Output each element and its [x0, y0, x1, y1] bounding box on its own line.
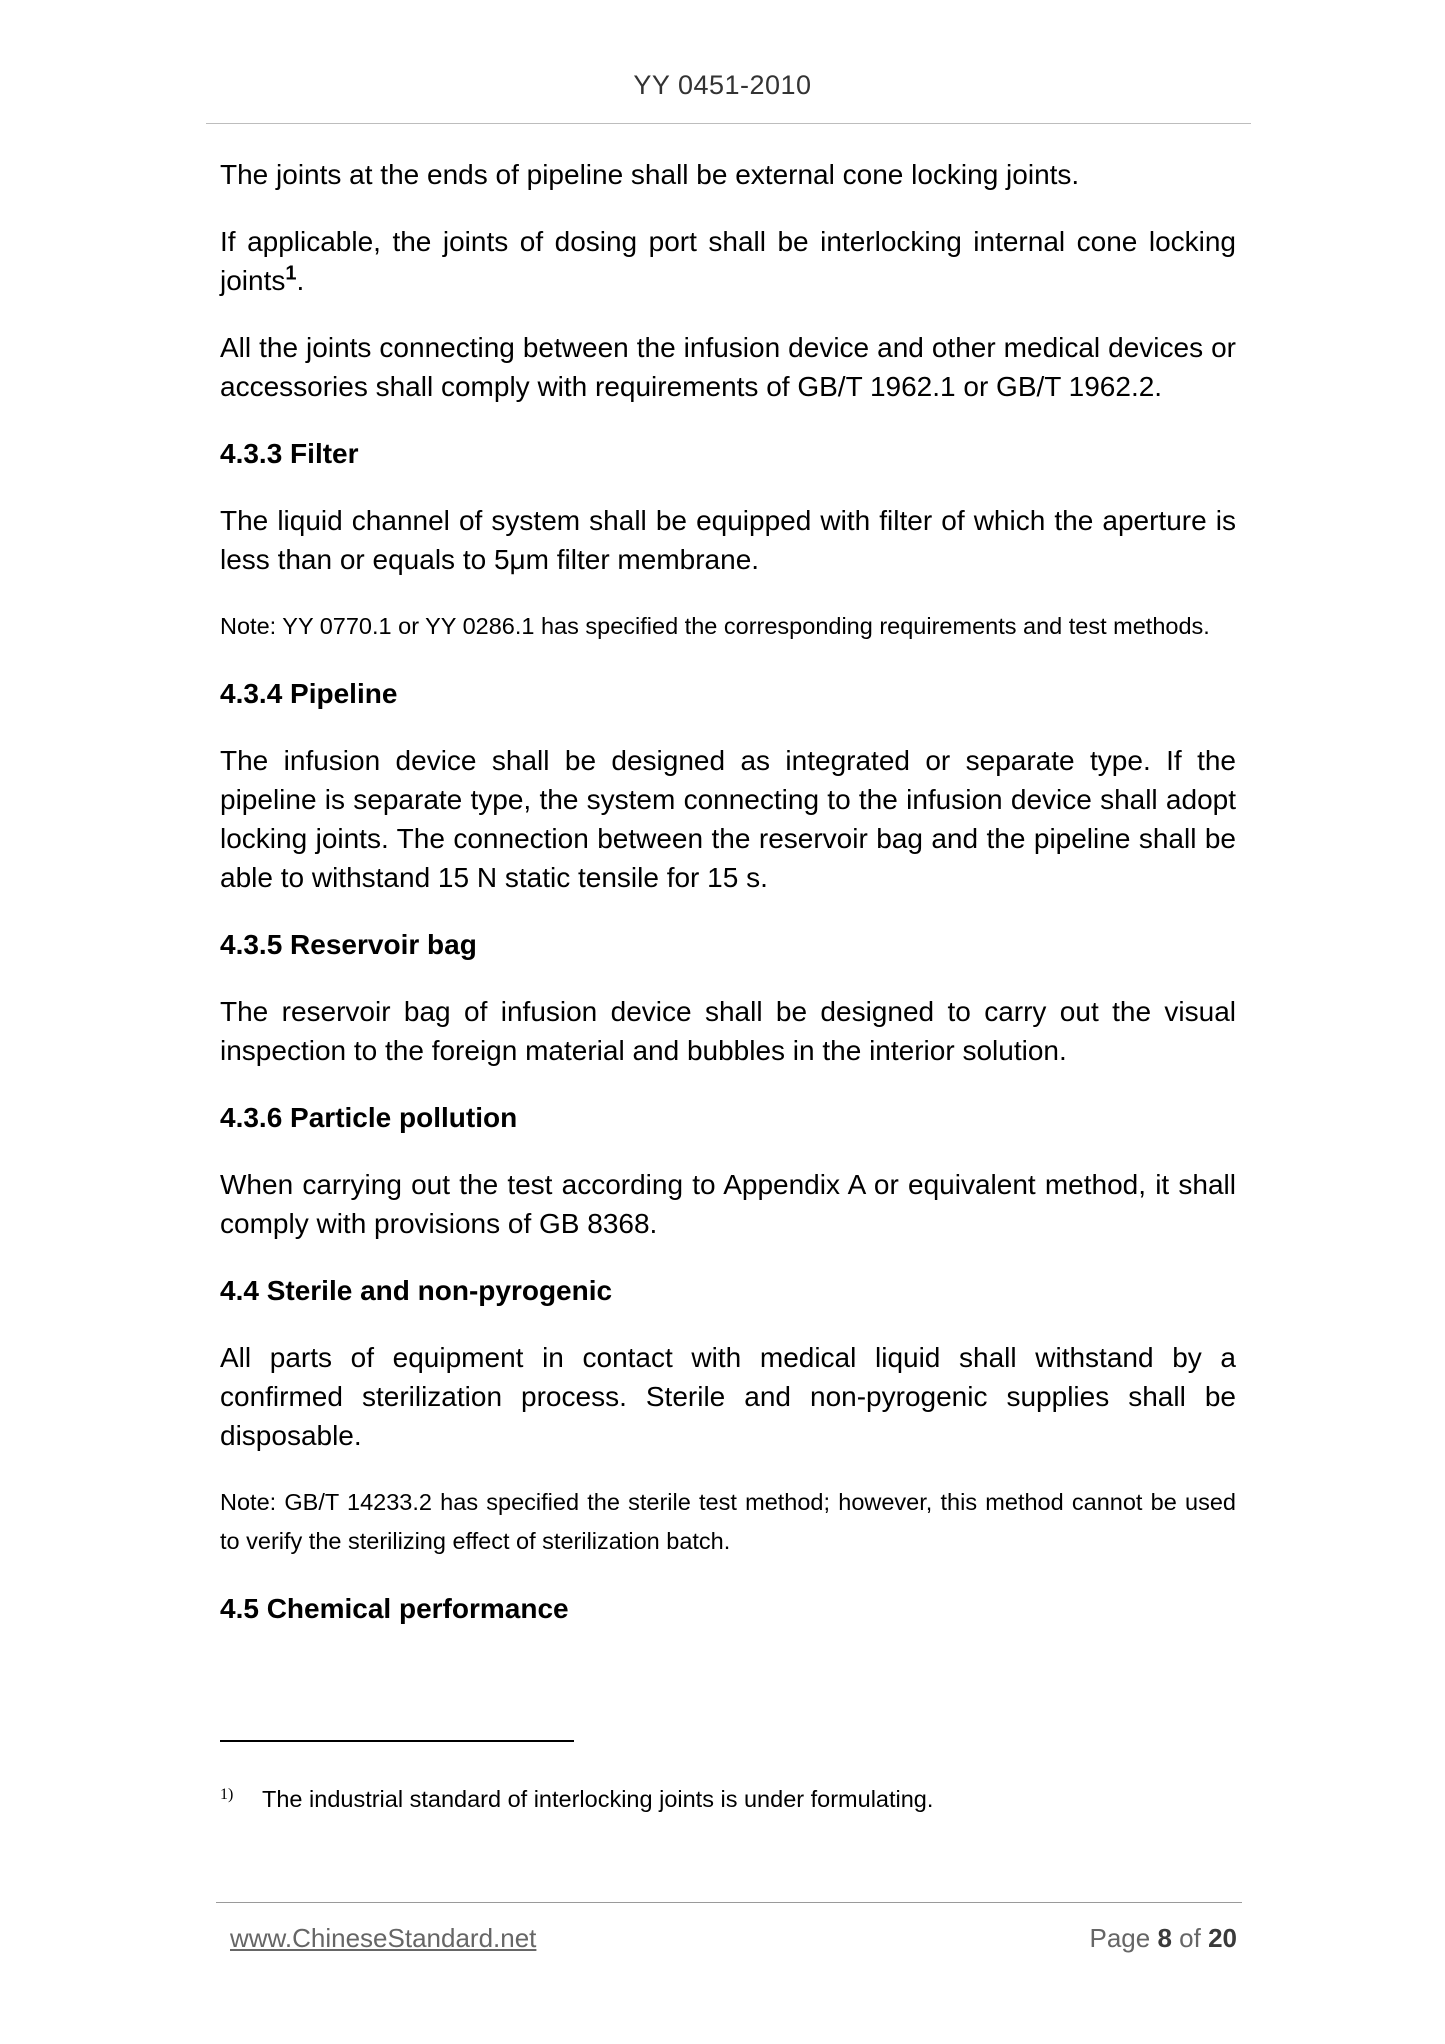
paragraph-pipeline: The infusion device shall be designed as integrated or separate type. If the pipeline is separate type, the system connecting to the infusion device shall adopt locking joints. The connection between the reservoir bag and the pipeline shall be able to withstand 15 N static tensile for 15 s. [220, 745, 1236, 893]
page-of: of [1179, 1923, 1201, 1953]
footnote-reference[interactable]: 1 [285, 262, 297, 285]
section-heading-particle-pollution: 4.3.6 Particle pollution [220, 1102, 518, 1133]
footnote-separator [220, 1740, 574, 1742]
paragraph-particle-pollution: When carrying out the test according to Appendix A or equivalent method, it shall comply with provisions of GB 8368. [220, 1169, 1236, 1239]
section-heading-chemical-performance: 4.5 Chemical performance [220, 1593, 569, 1624]
header-divider [206, 123, 1251, 124]
page-current: 8 [1157, 1923, 1172, 1953]
page-indicator [1089, 1923, 1237, 1954]
paragraph-dosing-port [220, 222, 1236, 300]
paragraph-sterile: All parts of equipment in contact with medical liquid shall withstand by a confirmed sterilization process. Sterile and non-pyrogenic supplies shall be disposable. [220, 1342, 1236, 1451]
paragraph-end-joints: The joints at the ends of pipeline shall be external cone locking joints. [220, 159, 1080, 190]
page-prefix: Page [1089, 1923, 1151, 1953]
footnote-mark: 1) [220, 1786, 234, 1803]
running-header: YY 0451-2010 [633, 70, 812, 100]
paragraph-joint-requirements: All the joints connecting between the infusion device and other medical devices or accessories shall comply with requirements of GB/T 1962.1 or GB/T 1962.2. [220, 332, 1236, 402]
note-filter: Note: YY 0770.1 or YY 0286.1 has specified the corresponding requirements and test methods. [220, 613, 1210, 639]
footnote [220, 1783, 1236, 1815]
document-body [220, 155, 1236, 1656]
section-heading-reservoir-bag: 4.3.5 Reservoir bag [220, 929, 477, 960]
footnote-text: The industrial standard of interlocking joints is under formulating. [262, 1786, 934, 1812]
paragraph-filter: The liquid channel of system shall be equipped with filter of which the aperture is less than or equals to 5μm filter membrane. [220, 505, 1236, 575]
page-total: 20 [1208, 1923, 1237, 1953]
paragraph-reservoir-bag: The reservoir bag of infusion device shall be designed to carry out the visual inspection to the foreign material and bubbles in the interior solution. [220, 996, 1236, 1066]
website-link[interactable]: www.ChineseStandard.net [230, 1923, 537, 1953]
paragraph-dosing-port-text: If applicable, the joints of dosing port shall be interlocking internal cone locking joints [220, 226, 1236, 296]
section-heading-filter: 4.3.3 Filter [220, 438, 359, 469]
paragraph-dosing-port-end: . [296, 265, 305, 296]
section-heading-pipeline: 4.3.4 Pipeline [220, 678, 398, 709]
section-heading-sterile: 4.4 Sterile and non-pyrogenic [220, 1275, 613, 1306]
note-sterile: Note: GB/T 14233.2 has specified the sterile test method; however, this method cannot be used to verify the sterilizing effect of sterilization batch. [220, 1489, 1236, 1554]
footer-divider [216, 1902, 1242, 1903]
